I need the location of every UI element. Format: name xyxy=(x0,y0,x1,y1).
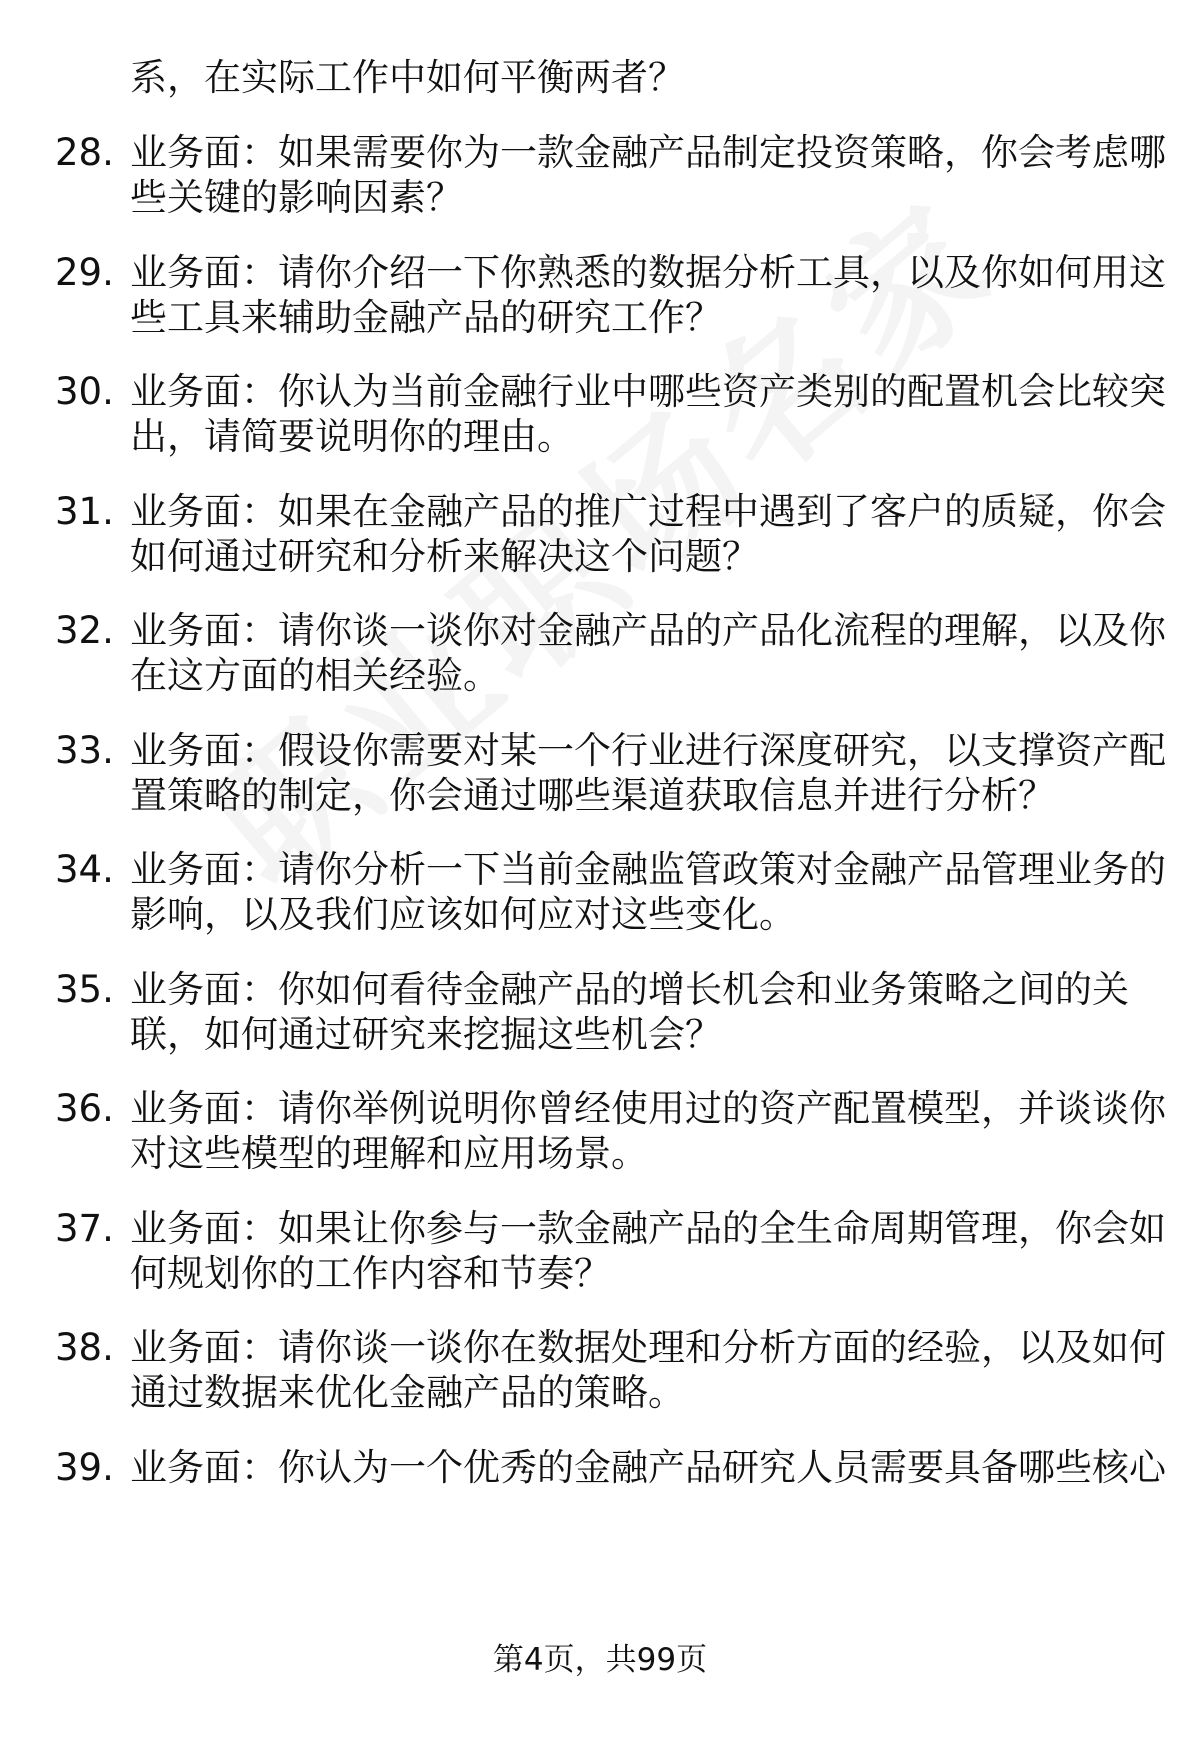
question-text-line: 影响，以及我们应该如何应对这些变化。 xyxy=(130,893,796,936)
question-text-line: 系，在实际工作中如何平衡两者？ xyxy=(130,56,685,99)
question-number: 32. xyxy=(55,609,114,652)
question-text-line: 业务面：请你举例说明你曾经使用过的资产配置模型，并谈谈你 xyxy=(130,1087,1166,1130)
question-text-line: 置策略的制定，你会通过哪些渠道获取信息并进行分析？ xyxy=(130,774,1055,817)
question-number: 31. xyxy=(55,490,114,533)
page-footer: 第4页，共99页 xyxy=(492,1642,708,1678)
question-text-line: 业务面：如果在金融产品的推广过程中遇到了客户的质疑，你会 xyxy=(130,490,1166,533)
question-text-line: 在这方面的相关经验。 xyxy=(130,654,500,697)
question-text-line: 业务面：你认为当前金融行业中哪些资产类别的配置机会比较突 xyxy=(130,370,1166,413)
question-text-line: 联，如何通过研究来挖掘这些机会？ xyxy=(130,1013,722,1056)
question-text-line: 何规划你的工作内容和节奏？ xyxy=(130,1252,611,1295)
question-number: 30. xyxy=(55,370,114,413)
question-number: 34. xyxy=(55,848,114,891)
question-text-line: 业务面：假设你需要对某一个行业进行深度研究，以支撑资产配 xyxy=(130,729,1166,772)
question-text-line: 如何通过研究和分析来解决这个问题？ xyxy=(130,535,759,578)
question-text-line: 通过数据来优化金融产品的策略。 xyxy=(130,1371,685,1414)
question-number: 29. xyxy=(55,251,114,294)
question-number: 38. xyxy=(55,1326,114,1369)
question-text-line: 业务面：你如何看待金融产品的增长机会和业务策略之间的关 xyxy=(130,968,1129,1011)
question-text-line: 出，请简要说明你的理由。 xyxy=(130,415,574,458)
question-text-line: 业务面：如果让你参与一款金融产品的全生命周期管理，你会如 xyxy=(130,1207,1166,1250)
question-text-line: 些工具来辅助金融产品的研究工作？ xyxy=(130,296,722,339)
question-text-line: 业务面：如果需要你为一款金融产品制定投资策略，你会考虑哪 xyxy=(130,131,1166,174)
question-text-line: 对这些模型的理解和应用场景。 xyxy=(130,1132,648,1175)
question-number: 39. xyxy=(55,1446,114,1489)
question-text-line: 业务面：你认为一个优秀的金融产品研究人员需要具备哪些核心 xyxy=(130,1446,1166,1489)
question-number: 33. xyxy=(55,729,114,772)
question-number: 28. xyxy=(55,131,114,174)
question-number: 35. xyxy=(55,968,114,1011)
question-number: 36. xyxy=(55,1087,114,1130)
question-number: 37. xyxy=(55,1207,114,1250)
question-text-line: 业务面：请你谈一谈你对金融产品的产品化流程的理解，以及你 xyxy=(130,609,1166,652)
question-text-line: 业务面：请你谈一谈你在数据处理和分析方面的经验，以及如何 xyxy=(130,1326,1166,1369)
question-text-line: 业务面：请你分析一下当前金融监管政策对金融产品管理业务的 xyxy=(130,848,1166,891)
question-text-line: 些关键的影响因素？ xyxy=(130,176,463,219)
question-text-line: 业务面：请你介绍一下你熟悉的数据分析工具，以及你如何用这 xyxy=(130,251,1166,294)
